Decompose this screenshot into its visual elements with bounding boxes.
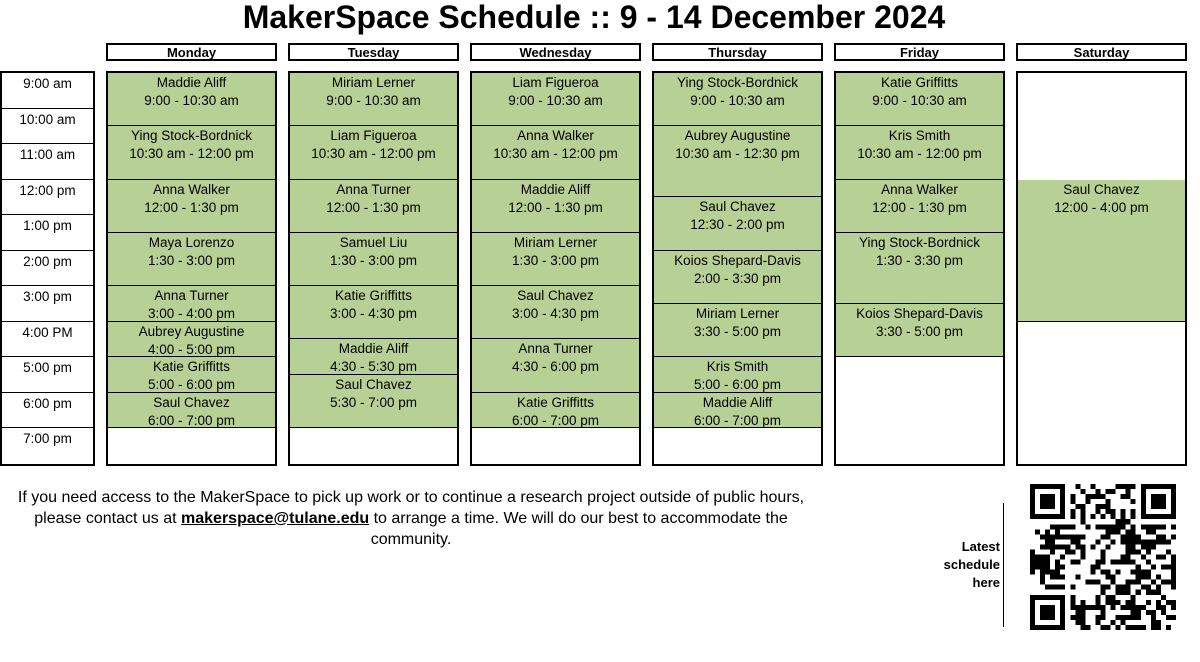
shift-block — [290, 233, 457, 286]
shift-name: Kris Smith — [888, 128, 951, 144]
shift-time: 3:00 - 4:00 pm — [147, 306, 236, 321]
shift-block — [108, 126, 275, 179]
shift-name: Anna Turner — [154, 288, 229, 303]
time-slot: 9:00 am — [2, 73, 93, 109]
shift-block — [654, 197, 821, 250]
shift-block — [654, 73, 821, 126]
shift-time: 3:00 - 4:30 pm — [511, 306, 600, 321]
shift-time: 10:30 am - 12:00 pm — [311, 146, 436, 162]
shift-name: Liam Figueroa — [512, 75, 599, 90]
shift-name: Ying Stock-Bordnick — [676, 75, 799, 90]
shift-time: 4:30 - 6:00 pm — [511, 359, 600, 375]
shift-name: Saul Chavez — [1063, 181, 1140, 197]
qr-caption-line: schedule — [943, 557, 1000, 572]
qr-code-icon[interactable] — [1030, 484, 1176, 630]
shift-name: Anna Walker — [153, 181, 230, 197]
qr-caption-line: here — [972, 575, 1000, 590]
shift-name: Koios Shepard-Davis — [856, 305, 983, 321]
shift-block — [654, 251, 821, 304]
shift-block — [836, 233, 1003, 304]
shift-time: 12:00 - 1:30 pm — [508, 199, 603, 215]
qr-caption — [930, 538, 1000, 592]
shift-block — [654, 357, 821, 393]
shift-name: Katie Griffitts — [516, 394, 595, 410]
shift-block — [836, 180, 1003, 233]
page-title: MakerSpace Schedule :: 9 - 14 December 2024 — [242, 0, 946, 35]
shift-time: 12:30 - 2:00 pm — [690, 217, 785, 233]
shift-time: 4:30 - 5:30 pm — [329, 359, 418, 375]
time-slot: 5:00 pm — [2, 357, 93, 393]
time-slot: 12:00 pm — [2, 180, 93, 216]
shift-block — [108, 286, 275, 322]
shift-time: 12:00 - 1:30 pm — [872, 199, 967, 215]
shift-name: Saul Chavez — [699, 199, 776, 215]
shift-time: 6:00 - 7:00 pm — [511, 412, 600, 428]
day-header-friday: Friday — [834, 43, 1005, 61]
shift-name: Ying Stock-Bordnick — [130, 128, 253, 144]
shift-name: Saul Chavez — [335, 376, 412, 392]
shift-block — [108, 393, 275, 429]
shift-time: 5:00 - 6:00 pm — [147, 377, 236, 392]
shift-block — [472, 126, 639, 179]
time-slot: 7:00 pm — [23, 431, 72, 446]
shift-name: Miriam Lerner — [695, 305, 780, 321]
shift-time: 10:30 am - 12:00 pm — [129, 146, 254, 162]
shift-block — [290, 73, 457, 126]
shift-name: Aubrey Augustine — [138, 323, 245, 339]
shift-name: Katie Griffitts — [334, 288, 413, 303]
shift-block — [472, 233, 639, 286]
shift-name: Kris Smith — [706, 359, 769, 374]
shift-time: 3:00 - 4:30 pm — [329, 306, 418, 321]
time-slot: 1:00 pm — [2, 215, 93, 251]
day-column-friday — [834, 71, 1005, 466]
shift-name: Maddie Aliff — [338, 341, 409, 357]
shift-block — [472, 393, 639, 429]
shift-block — [108, 180, 275, 233]
shift-block — [1018, 180, 1185, 322]
shift-name: Anna Walker — [517, 128, 594, 144]
shift-name: Anna Turner — [336, 181, 411, 197]
shift-name: Saul Chavez — [153, 394, 230, 410]
shift-name: Saul Chavez — [517, 288, 594, 303]
shift-block — [472, 73, 639, 126]
shift-time: 6:00 - 7:00 pm — [147, 412, 236, 428]
shift-block — [290, 126, 457, 179]
shift-block — [836, 126, 1003, 179]
shift-time: 9:00 - 10:30 am — [144, 93, 239, 108]
shift-name: Maddie Aliff — [702, 394, 773, 410]
shift-block — [290, 339, 457, 375]
time-slot: 4:00 PM — [2, 322, 93, 358]
shift-time: 5:30 - 7:00 pm — [329, 394, 418, 410]
shift-block — [836, 304, 1003, 357]
time-slot: 11:00 am — [2, 144, 93, 180]
time-slot: 6:00 pm — [2, 393, 93, 429]
divider — [1003, 503, 1004, 627]
shift-time: 9:00 - 10:30 am — [326, 93, 421, 108]
shift-name: Anna Turner — [518, 341, 593, 357]
shift-time: 12:00 - 4:00 pm — [1054, 199, 1149, 215]
shift-time: 1:30 - 3:00 pm — [147, 252, 236, 268]
shift-name: Maddie Aliff — [156, 75, 227, 90]
shift-block — [472, 286, 639, 339]
shift-time: 2:00 - 3:30 pm — [693, 270, 782, 286]
shift-block — [472, 180, 639, 233]
shift-name: Maya Lorenzo — [148, 234, 235, 250]
shift-block — [108, 73, 275, 126]
shift-name: Katie Griffitts — [152, 359, 231, 374]
shift-name: Ying Stock-Bordnick — [858, 234, 981, 250]
shift-block — [290, 180, 457, 233]
shift-time: 1:30 - 3:00 pm — [511, 252, 600, 268]
shift-name: Anna Walker — [881, 181, 958, 197]
shift-time: 10:30 am - 12:00 pm — [857, 146, 982, 162]
day-header-wednesday: Wednesday — [470, 43, 641, 61]
shift-name: Koios Shepard-Davis — [674, 252, 801, 268]
shift-time: 1:30 - 3:00 pm — [329, 252, 418, 268]
shift-time: 3:30 - 5:00 pm — [875, 323, 964, 339]
shift-block — [108, 357, 275, 393]
shift-block — [108, 233, 275, 286]
qr-caption-line: Latest — [961, 539, 1000, 554]
shift-block — [836, 73, 1003, 126]
shift-time: 12:00 - 1:30 pm — [144, 199, 239, 215]
shift-time: 9:00 - 10:30 am — [872, 93, 967, 108]
shift-name: Aubrey Augustine — [684, 128, 791, 144]
shift-block — [654, 304, 821, 357]
shift-block — [108, 322, 275, 358]
shift-time: 5:00 - 6:00 pm — [693, 377, 782, 392]
shift-block — [290, 286, 457, 339]
shift-time: 1:30 - 3:30 pm — [875, 252, 964, 268]
day-column-wednesday — [470, 71, 641, 466]
note-text-before: If you need access to the MakerSpace to pick up work or to continue a research project outside of public hours, please contact us at — [17, 489, 805, 527]
note-text-after: to arrange a time. We will do our best to accommodate the community. — [369, 510, 788, 548]
shift-block — [290, 375, 457, 428]
shift-time: 3:30 - 5:00 pm — [693, 323, 782, 339]
shift-time: 10:30 am - 12:30 pm — [675, 146, 800, 162]
day-column-monday — [106, 71, 277, 466]
shift-name: Maddie Aliff — [520, 181, 591, 197]
shift-name: Samuel Liu — [339, 234, 408, 250]
access-note — [0, 487, 822, 550]
shift-name: Miriam Lerner — [331, 75, 416, 90]
shift-name: Katie Griffitts — [880, 75, 959, 90]
time-column — [0, 71, 95, 466]
time-slot: 2:00 pm — [2, 251, 93, 287]
day-header-tuesday: Tuesday — [288, 43, 459, 61]
day-column-thursday — [652, 71, 823, 466]
shift-time: 10:30 am - 12:00 pm — [493, 146, 618, 162]
shift-name: Liam Figueroa — [330, 128, 417, 144]
time-slot: 10:00 am — [2, 109, 93, 145]
day-header-thursday: Thursday — [652, 43, 823, 61]
day-header-monday: Monday — [106, 43, 277, 61]
shift-block — [472, 339, 639, 392]
day-column-tuesday — [288, 71, 459, 466]
shift-time: 9:00 - 10:30 am — [508, 93, 603, 108]
day-column-saturday — [1016, 71, 1187, 466]
time-slot: 3:00 pm — [2, 286, 93, 322]
shift-name: Miriam Lerner — [513, 234, 598, 250]
shift-time: 4:00 - 5:00 pm — [147, 341, 236, 357]
email-link[interactable]: makerspace@tulane.edu — [181, 510, 370, 527]
shift-block — [654, 393, 821, 429]
shift-block — [654, 126, 821, 197]
shift-time: 12:00 - 1:30 pm — [326, 199, 421, 215]
day-header-saturday: Saturday — [1016, 43, 1187, 61]
shift-time: 9:00 - 10:30 am — [690, 93, 785, 108]
shift-time: 6:00 - 7:00 pm — [693, 412, 782, 428]
